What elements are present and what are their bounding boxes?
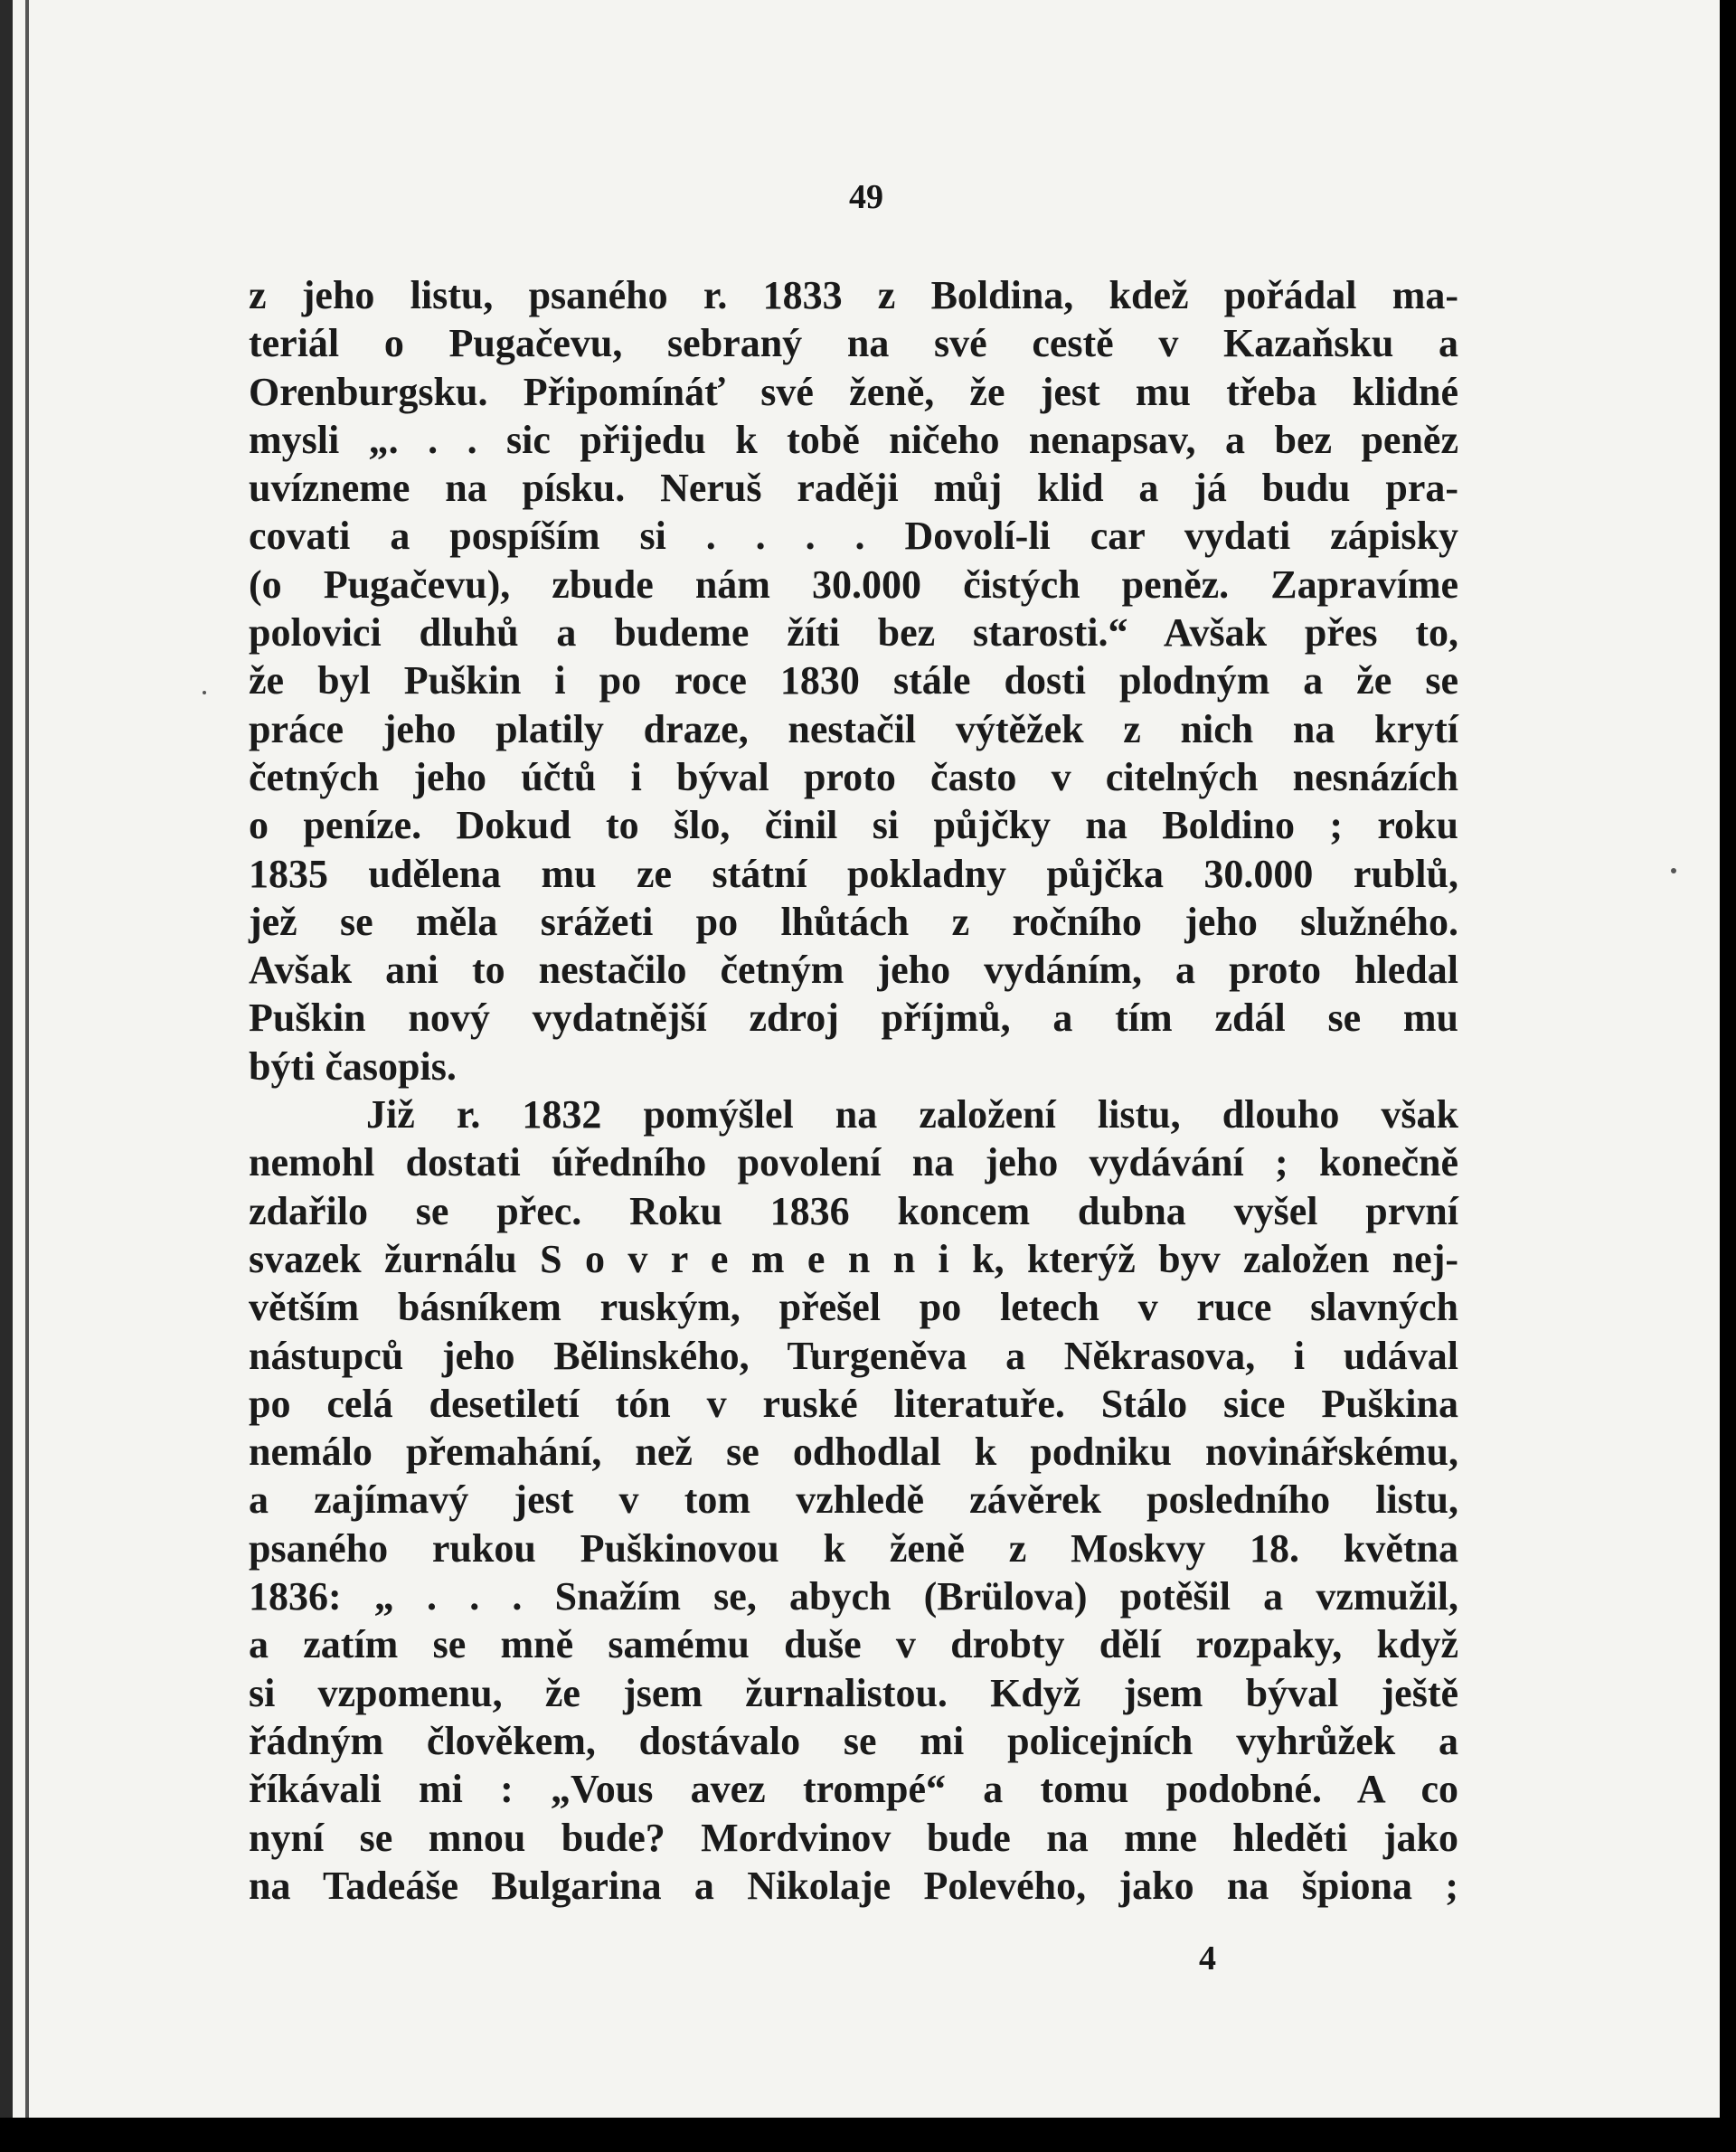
text-line: řádným člověkem, dostávalo se mi policejních vyhrůžek a bbox=[249, 1718, 1458, 1763]
text-line: větším básníkem ruským, přešel po letech v ruce slavných bbox=[249, 1285, 1458, 1330]
text-line: Orenburgsku. Připomínáť své ženě, že jest mu třeba klidné bbox=[249, 369, 1458, 414]
text-line: četných jeho účtů i býval proto často v citelných nesnázích bbox=[249, 754, 1458, 799]
page-edge bbox=[0, 0, 13, 2118]
text-line: polovici dluhů a budeme žíti bez starosti.“ Avšak přes to, bbox=[249, 610, 1458, 656]
paragraph-start-line: Již r. 1832 pomýšlel na založení listu, dlouho však bbox=[366, 1092, 1458, 1137]
text-line: nástupců jeho Bělinského, Turgeněva a Někrasova, i udával bbox=[249, 1333, 1458, 1378]
text-line: covati a pospíším si . . . . Dovolí-li car vydati zápisky bbox=[249, 514, 1458, 559]
text-line: uvízneme na písku. Neruš raději můj klid a já budu pra- bbox=[249, 466, 1458, 511]
text-line: jež se měla srážeti po lhůtách z ročního jeho služného. bbox=[249, 899, 1458, 944]
text-line: říkávali mi : „Vous avez trompé“ a tomu podobné. A co bbox=[249, 1767, 1458, 1812]
signature-mark: 4 bbox=[1199, 1940, 1216, 1977]
text-line: nemohl dostati úředního povolení na jeho vydávání ; konečně bbox=[249, 1140, 1458, 1185]
text-line: 1836: „ . . . Snažím se, abych (Brülova) potěšil a vzmužil, bbox=[249, 1574, 1458, 1619]
scan-speck bbox=[203, 691, 206, 694]
text-line: na Tadeáše Bulgarina a Nikolaje Polevého, jako na špiona ; bbox=[249, 1863, 1458, 1908]
text-line: mysli „. . . sic přijedu k tobě ničeho nenapsav, a bez peněz bbox=[249, 417, 1458, 462]
text-line: a zajímavý jest v tom vzhledě závěrek posledního listu, bbox=[249, 1477, 1458, 1523]
text-line: 1835 udělena mu ze státní pokladny půjčka 30.000 rublů, bbox=[249, 851, 1458, 896]
page-number: 49 bbox=[849, 178, 883, 216]
text-line: (o Pugačevu), zbude nám 30.000 čistých peněz. Zapravíme bbox=[249, 562, 1458, 607]
text-line: a zatím se mně samému duše v drobty dělí rozpaky, když bbox=[249, 1622, 1458, 1667]
text-line: o peníze. Dokud to šlo, činil si půjčky na Boldino ; roku bbox=[249, 803, 1458, 848]
text-line: býti časopis. bbox=[249, 1043, 457, 1089]
text-line: nemálo přemahání, než se odhodlal k podniku novinářskému, bbox=[249, 1430, 1458, 1475]
text-line: svazek žurnálu S o v r e m e n n i k, kterýž byv založen nej- bbox=[249, 1236, 1458, 1281]
text-line: si vzpomenu, že jsem žurnalistou. Když jsem býval ještě bbox=[249, 1670, 1458, 1715]
body-text bbox=[249, 271, 1458, 1910]
text-line: Avšak ani to nestačilo četným jeho vydáním, a proto hledal bbox=[249, 948, 1458, 993]
text-line: z jeho listu, psaného r. 1833 z Boldina, kdež pořádal ma- bbox=[249, 273, 1458, 317]
text-line: zdařilo se přec. Roku 1836 koncem dubna vyšel první bbox=[249, 1188, 1458, 1233]
text-line: že byl Puškin i po roce 1830 stále dosti plodným a že se bbox=[249, 658, 1458, 703]
text-line: nyní se mnou bude? Mordvinov bude na mne hleděti jako bbox=[249, 1815, 1458, 1860]
text-line: Puškin nový vydatnější zdroj příjmů, a tím zdál se mu bbox=[249, 996, 1458, 1041]
gutter-shadow bbox=[25, 0, 29, 2118]
text-line: teriál o Pugačevu, sebraný na své cestě v Kazaňsku a bbox=[249, 321, 1458, 366]
text-line: po celá desetiletí tón v ruské literatuře. Stálo sice Puškina bbox=[249, 1381, 1458, 1426]
text-line: práce jeho platily draze, nestačil výtěžek z nich na krytí bbox=[249, 706, 1458, 751]
book-page bbox=[13, 0, 1720, 2118]
text-line: psaného rukou Puškinovou k ženě z Moskvy 18. května bbox=[249, 1525, 1458, 1571]
scan-speck bbox=[1671, 868, 1676, 873]
